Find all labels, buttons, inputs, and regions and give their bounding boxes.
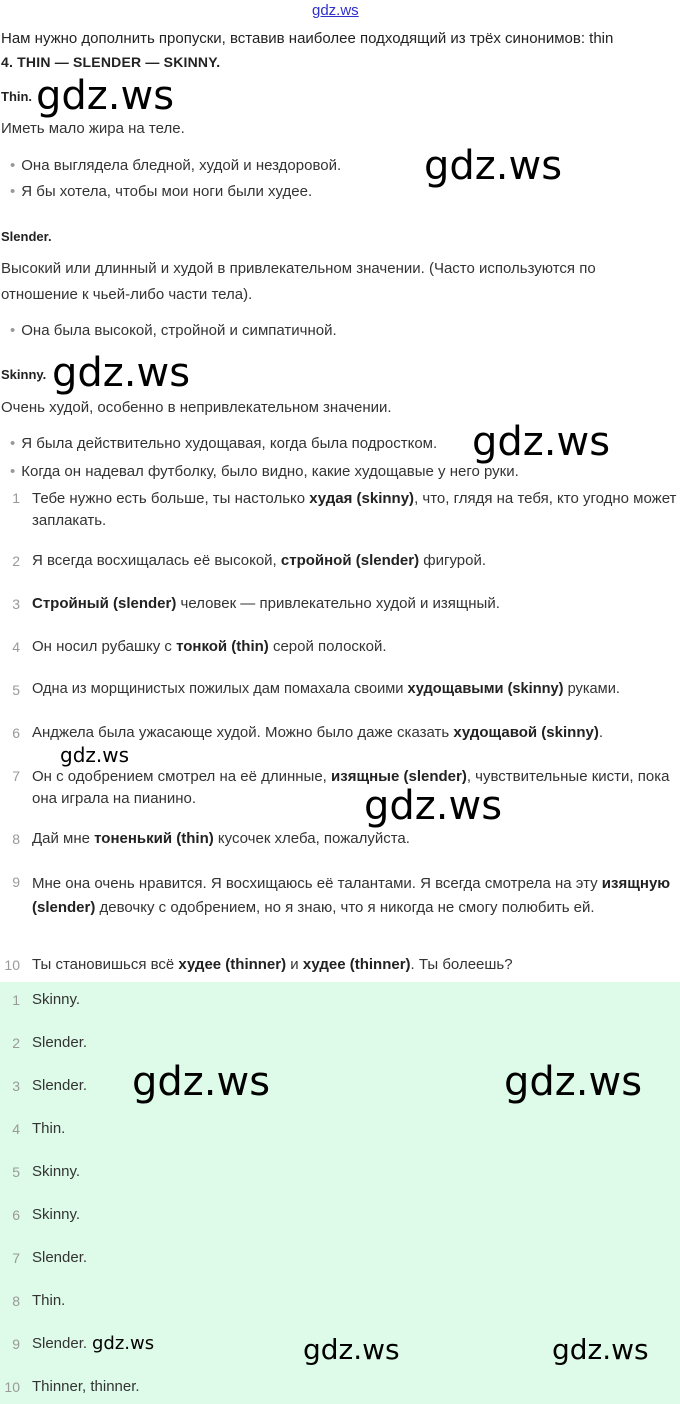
exercise-number: 8 <box>12 831 20 847</box>
exercise-number: 2 <box>12 553 20 569</box>
answer-number: 3 <box>12 1078 20 1094</box>
exercise-number: 7 <box>12 768 20 784</box>
answer-number: 10 <box>4 1379 20 1395</box>
answer-item: Skinny. <box>32 1206 81 1223</box>
answer-number: 5 <box>12 1164 20 1180</box>
watermark: gdz.ws <box>424 143 563 189</box>
answer-item: Thin. <box>32 1292 66 1309</box>
term-slender: Slender. <box>1 229 52 244</box>
exercise-number: 10 <box>4 957 20 973</box>
watermark: gdz.ws <box>472 419 611 465</box>
example-skinny-1: • Я была действительно худощавая, когда была подростком. <box>10 435 438 452</box>
exercise-number: 1 <box>12 490 20 506</box>
watermark: gdz.ws <box>504 1059 643 1105</box>
watermark: gdz.ws <box>364 783 503 829</box>
answer-item: Thinner, thinner. <box>32 1378 140 1395</box>
answer-item: Slender. <box>32 1077 88 1094</box>
exercise-item: Мне она очень нравится. Я восхищаюсь её талантами. Я всегда смотрела на эту изящную (slender) девочку с одобрением, но я знаю, что я никогда не смогу полюбить ей. <box>32 875 671 916</box>
answer-item: Slender. <box>32 1335 88 1352</box>
answer-number: 8 <box>12 1293 20 1309</box>
example-skinny-2: • Когда он надевал футболку, было видно, какие худощавые у него руки. <box>10 463 519 480</box>
exercise-number: 5 <box>12 682 20 698</box>
exercise-item: Тебе нужно есть больше, ты настолько худая (skinny), что, глядя на тебя, кто угодно может заплакать. <box>32 490 677 529</box>
watermark: gdz.ws <box>60 743 130 767</box>
exercise-number: 4 <box>12 639 20 655</box>
exercise-item: Дай мне тоненький (thin) кусочек хлеба, пожалуйста. <box>32 830 410 847</box>
exercise-item: Я всегда восхищалась её высокой, стройной (slender) фигурой. <box>32 552 487 569</box>
watermark: gdz.ws <box>36 73 175 119</box>
task-intro: Нам нужно дополнить пропуски, вставив наиболее подходящий из трёх синонимов: thin <box>1 30 614 47</box>
answer-number: 7 <box>12 1250 20 1266</box>
definition-skinny: Очень худой, особенно в непривлекательном значении. <box>1 399 392 416</box>
exercise-number: 3 <box>12 596 20 612</box>
answer-item: Slender. <box>32 1249 88 1266</box>
exercise-number: 9 <box>12 874 20 890</box>
term-thin: Thin. <box>1 89 33 104</box>
definition-slender: Высокий или длинный и худой в привлекательном значении. (Часто используются по отношение к чьей-либо части тела). <box>1 260 596 303</box>
answer-item: Skinny. <box>32 991 81 1008</box>
exercise-item: Одна из морщинистых пожилых дам помахала своими худощавыми (skinny) руками. <box>32 681 620 697</box>
site-link[interactable]: gdz.ws <box>312 2 359 19</box>
answer-item: Slender. <box>32 1034 88 1051</box>
watermark: gdz.ws <box>303 1333 400 1366</box>
answer-number: 1 <box>12 992 20 1008</box>
watermark: gdz.ws <box>92 1333 155 1354</box>
answer-number: 4 <box>12 1121 20 1137</box>
example-thin-1: • Она выглядела бледной, худой и нездоровой. <box>10 157 342 174</box>
exercise-number: 6 <box>12 725 20 741</box>
exercise-item: Ты становишься всё худее (thinner) и худее (thinner). Ты болеешь? <box>32 956 513 973</box>
answer-number: 2 <box>12 1035 20 1051</box>
term-skinny: Skinny. <box>1 367 47 382</box>
example-slender-1: • Она была высокой, стройной и симпатичной. <box>10 322 337 339</box>
watermark: gdz.ws <box>132 1059 271 1105</box>
exercise-item: Анджела была ужасающе худой. Можно было даже сказать худощавой (skinny). <box>32 724 603 741</box>
exercise-item: Он с одобрением смотрел на её длинные, изящные (slender), чувствительные кисти, пока она играла на пианино. <box>32 768 670 807</box>
definition-thin: Иметь мало жира на теле. <box>1 120 185 137</box>
section-heading: 4. THIN — SLENDER — SKINNY. <box>1 54 221 70</box>
answer-item: Skinny. <box>32 1163 81 1180</box>
exercise-item: Он носил рубашку с тонкой (thin) серой полоской. <box>32 638 387 655</box>
exercise-item: Стройный (slender) человек — привлекательно худой и изящный. <box>32 595 500 612</box>
example-thin-2: • Я бы хотела, чтобы мои ноги были худее. <box>10 183 313 200</box>
answer-item: Thin. <box>32 1120 66 1137</box>
answer-number: 9 <box>12 1336 20 1352</box>
watermark: gdz.ws <box>52 350 191 396</box>
answer-number: 6 <box>12 1207 20 1223</box>
watermark: gdz.ws <box>552 1333 649 1366</box>
